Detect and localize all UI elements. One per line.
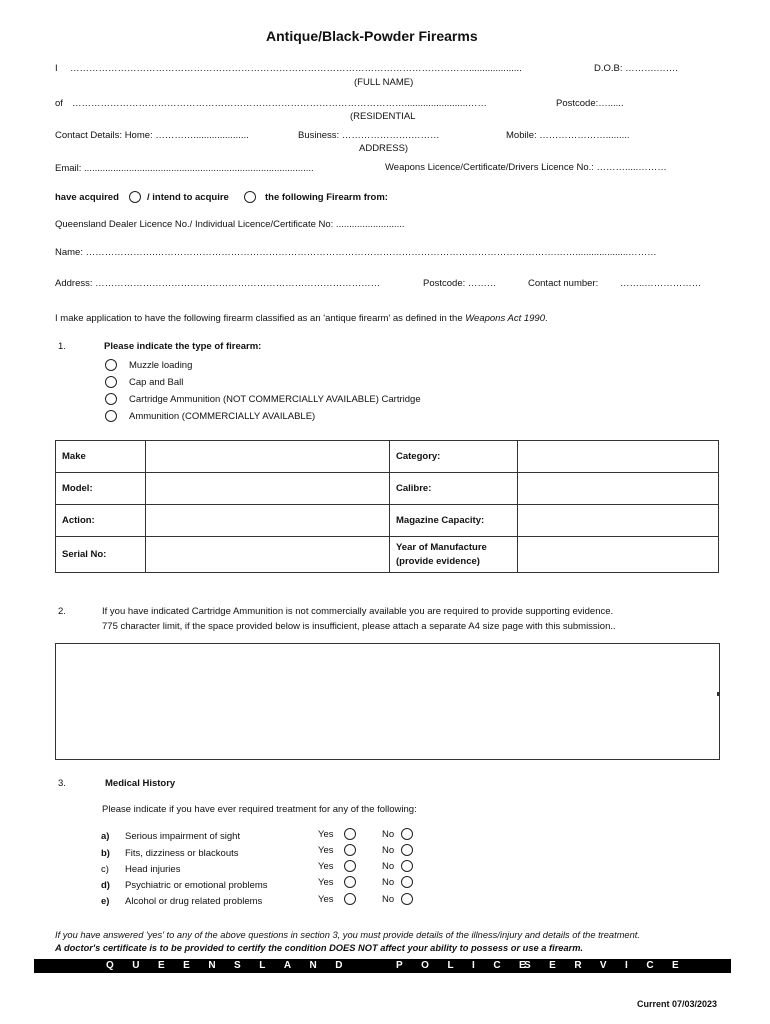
page-title: Antique/Black-Powder Firearms bbox=[266, 28, 478, 44]
yes-radio-c[interactable] bbox=[344, 860, 356, 872]
calibre-label: Calibre: bbox=[390, 473, 518, 505]
item-label: Serious impairment of sight bbox=[125, 831, 241, 842]
full-name-field[interactable]: ……………………………………………………………………………………………………………….................... bbox=[70, 63, 522, 74]
footer-note-2: A doctor's certificate is to be provided to certify the condition DOES NOT affect your ability to possess or use a firearm. bbox=[55, 943, 584, 953]
queensland-police-service-banner bbox=[34, 959, 731, 973]
dealer-licence-field[interactable]: Queensland Dealer Licence No./ Individual Licence/Certificate No: .......................... bbox=[55, 219, 405, 230]
item-label: Psychiatric or emotional problems bbox=[125, 880, 268, 891]
home-contact-field[interactable]: Contact Details: Home: …………..................... bbox=[55, 130, 249, 141]
dealer-postcode-field[interactable]: Postcode: ……… bbox=[423, 278, 497, 289]
section2-line2: 775 character limit, if the space provided below is insufficient, please attach a separate A4 size page with this submission.. bbox=[102, 621, 616, 632]
item-letter: d) bbox=[101, 880, 110, 891]
email-field[interactable]: Email: ....................................................................................... bbox=[55, 163, 314, 174]
year-label bbox=[390, 537, 518, 573]
no-label: No bbox=[382, 845, 395, 856]
intend-label: / intend to acquire bbox=[147, 192, 229, 203]
banner-word-queensland: QUEENSLAND bbox=[106, 960, 362, 971]
intend-radio[interactable] bbox=[244, 191, 256, 203]
section2-line1: If you have indicated Cartridge Ammunition is not commercially available you are required to provide supporting evidence. bbox=[102, 606, 614, 617]
make-label: Make bbox=[56, 441, 146, 473]
postcode-field[interactable]: Postcode:…...... bbox=[556, 98, 624, 109]
serial-input[interactable] bbox=[146, 537, 390, 573]
yes-label: Yes bbox=[318, 894, 334, 905]
item-letter: b) bbox=[101, 848, 110, 859]
muzzle-loading-label: Muzzle loading bbox=[129, 360, 193, 371]
dealer-address-field[interactable]: Address: ……………………………………………………………………………… bbox=[55, 278, 381, 289]
model-label: Model: bbox=[56, 473, 146, 505]
item-label: Alcohol or drug related problems bbox=[125, 896, 263, 907]
item-label: Fits, dizziness or blackouts bbox=[125, 848, 239, 859]
no-label: No bbox=[382, 829, 395, 840]
yes-radio-e[interactable] bbox=[344, 893, 356, 905]
application-text: I make application to have the following firearm classified as an 'antique firearm' as defined in the bbox=[55, 313, 466, 324]
section1-number: 1. bbox=[58, 341, 66, 352]
yes-label: Yes bbox=[318, 861, 334, 872]
footer-note-1: If you have answered 'yes' to any of the above questions in section 3, you must provide details of the illness/injury and details of the treatment. bbox=[55, 930, 640, 940]
residential-caption: (RESIDENTIAL bbox=[350, 111, 416, 122]
calibre-input[interactable] bbox=[518, 473, 719, 505]
no-label: No bbox=[382, 877, 395, 888]
yes-radio-b[interactable] bbox=[344, 844, 356, 856]
section2-number: 2. bbox=[58, 606, 66, 617]
supporting-evidence-textarea[interactable] bbox=[55, 643, 720, 760]
dealer-name-field[interactable]: Name: ………………….……………………………………………………………………………………………………………….……....................……… bbox=[55, 247, 657, 258]
ammunition-available-label: Ammunition (COMMERCIALLY AVAILABLE) bbox=[129, 411, 316, 422]
firearm-details-table bbox=[55, 440, 719, 573]
section3-heading: Medical History bbox=[105, 778, 176, 789]
year-label-line2: (provide evidence) bbox=[396, 555, 480, 567]
no-label: No bbox=[382, 861, 395, 872]
yes-radio-d[interactable] bbox=[344, 876, 356, 888]
yes-label: Yes bbox=[318, 877, 334, 888]
category-input[interactable] bbox=[518, 441, 719, 473]
have-acquired-radio[interactable] bbox=[129, 191, 141, 203]
section3-prompt: Please indicate if you have ever required treatment for any of the following: bbox=[102, 804, 417, 815]
section3-number: 3. bbox=[58, 778, 66, 789]
business-contact-field[interactable]: Business: ………………….……… bbox=[298, 130, 440, 141]
no-radio-e[interactable] bbox=[401, 893, 413, 905]
ammunition-available-radio[interactable] bbox=[105, 410, 117, 422]
full-name-caption: (FULL NAME) bbox=[354, 77, 414, 88]
address-caption: ADDRESS) bbox=[359, 143, 409, 154]
magazine-label: Magazine Capacity: bbox=[390, 505, 518, 537]
have-acquired-label: have acquired bbox=[55, 192, 119, 203]
year-input[interactable] bbox=[518, 537, 719, 573]
act-name: Weapons Act 1990 bbox=[465, 313, 545, 324]
year-label-line1: Year of Manufacture bbox=[396, 541, 487, 553]
item-label: Head injuries bbox=[125, 864, 181, 875]
application-statement bbox=[55, 313, 548, 324]
no-radio-a[interactable] bbox=[401, 828, 413, 840]
make-input[interactable] bbox=[146, 441, 390, 473]
item-letter: e) bbox=[101, 896, 110, 907]
dealer-contact-label: Contact number: bbox=[528, 278, 599, 289]
of-label: of bbox=[55, 98, 63, 109]
cap-and-ball-radio[interactable] bbox=[105, 376, 117, 388]
banner-word-police: POLICE bbox=[396, 960, 545, 971]
mobile-field[interactable]: Mobile: …………………......... bbox=[506, 130, 630, 141]
action-input[interactable] bbox=[146, 505, 390, 537]
licence-number-field[interactable]: Weapons Licence/Certificate/Drivers Licence No.: ……….....……… bbox=[385, 162, 667, 173]
table-row bbox=[56, 473, 719, 505]
residential-address-field[interactable]: ……………………………………………………………………………………………........................…… bbox=[72, 98, 487, 109]
yes-label: Yes bbox=[318, 829, 334, 840]
cap-and-ball-label: Cap and Ball bbox=[129, 377, 184, 388]
yes-radio-a[interactable] bbox=[344, 828, 356, 840]
i-label: I bbox=[55, 63, 58, 74]
current-date: Current 07/03/2023 bbox=[637, 999, 718, 1009]
section1-heading: Please indicate the type of firearm: bbox=[104, 341, 262, 352]
muzzle-loading-radio[interactable] bbox=[105, 359, 117, 371]
no-radio-c[interactable] bbox=[401, 860, 413, 872]
action-label: Action: bbox=[56, 505, 146, 537]
table-row bbox=[56, 441, 719, 473]
table-row bbox=[56, 505, 719, 537]
application-end: . bbox=[545, 313, 548, 324]
model-input[interactable] bbox=[146, 473, 390, 505]
item-letter: a) bbox=[101, 831, 110, 842]
magazine-input[interactable] bbox=[518, 505, 719, 537]
dob-field[interactable]: D.O.B: ……….……. bbox=[594, 63, 678, 74]
serial-label: Serial No: bbox=[56, 537, 146, 573]
yes-label: Yes bbox=[318, 845, 334, 856]
following-label: the following Firearm from: bbox=[265, 192, 388, 203]
banner-word-service: SERVICE bbox=[524, 960, 698, 971]
cartridge-not-available-radio[interactable] bbox=[105, 393, 117, 405]
table-row bbox=[56, 537, 719, 573]
no-radio-b[interactable] bbox=[401, 844, 413, 856]
cartridge-not-available-label: Cartridge Ammunition (NOT COMMERCIALLY AVAILABLE) Cartridge bbox=[129, 394, 421, 405]
category-label: Category: bbox=[390, 441, 518, 473]
item-letter: c) bbox=[101, 864, 109, 875]
dealer-contact-field[interactable]: ……..……………… bbox=[620, 278, 702, 289]
no-label: No bbox=[382, 894, 395, 905]
no-radio-d[interactable] bbox=[401, 876, 413, 888]
